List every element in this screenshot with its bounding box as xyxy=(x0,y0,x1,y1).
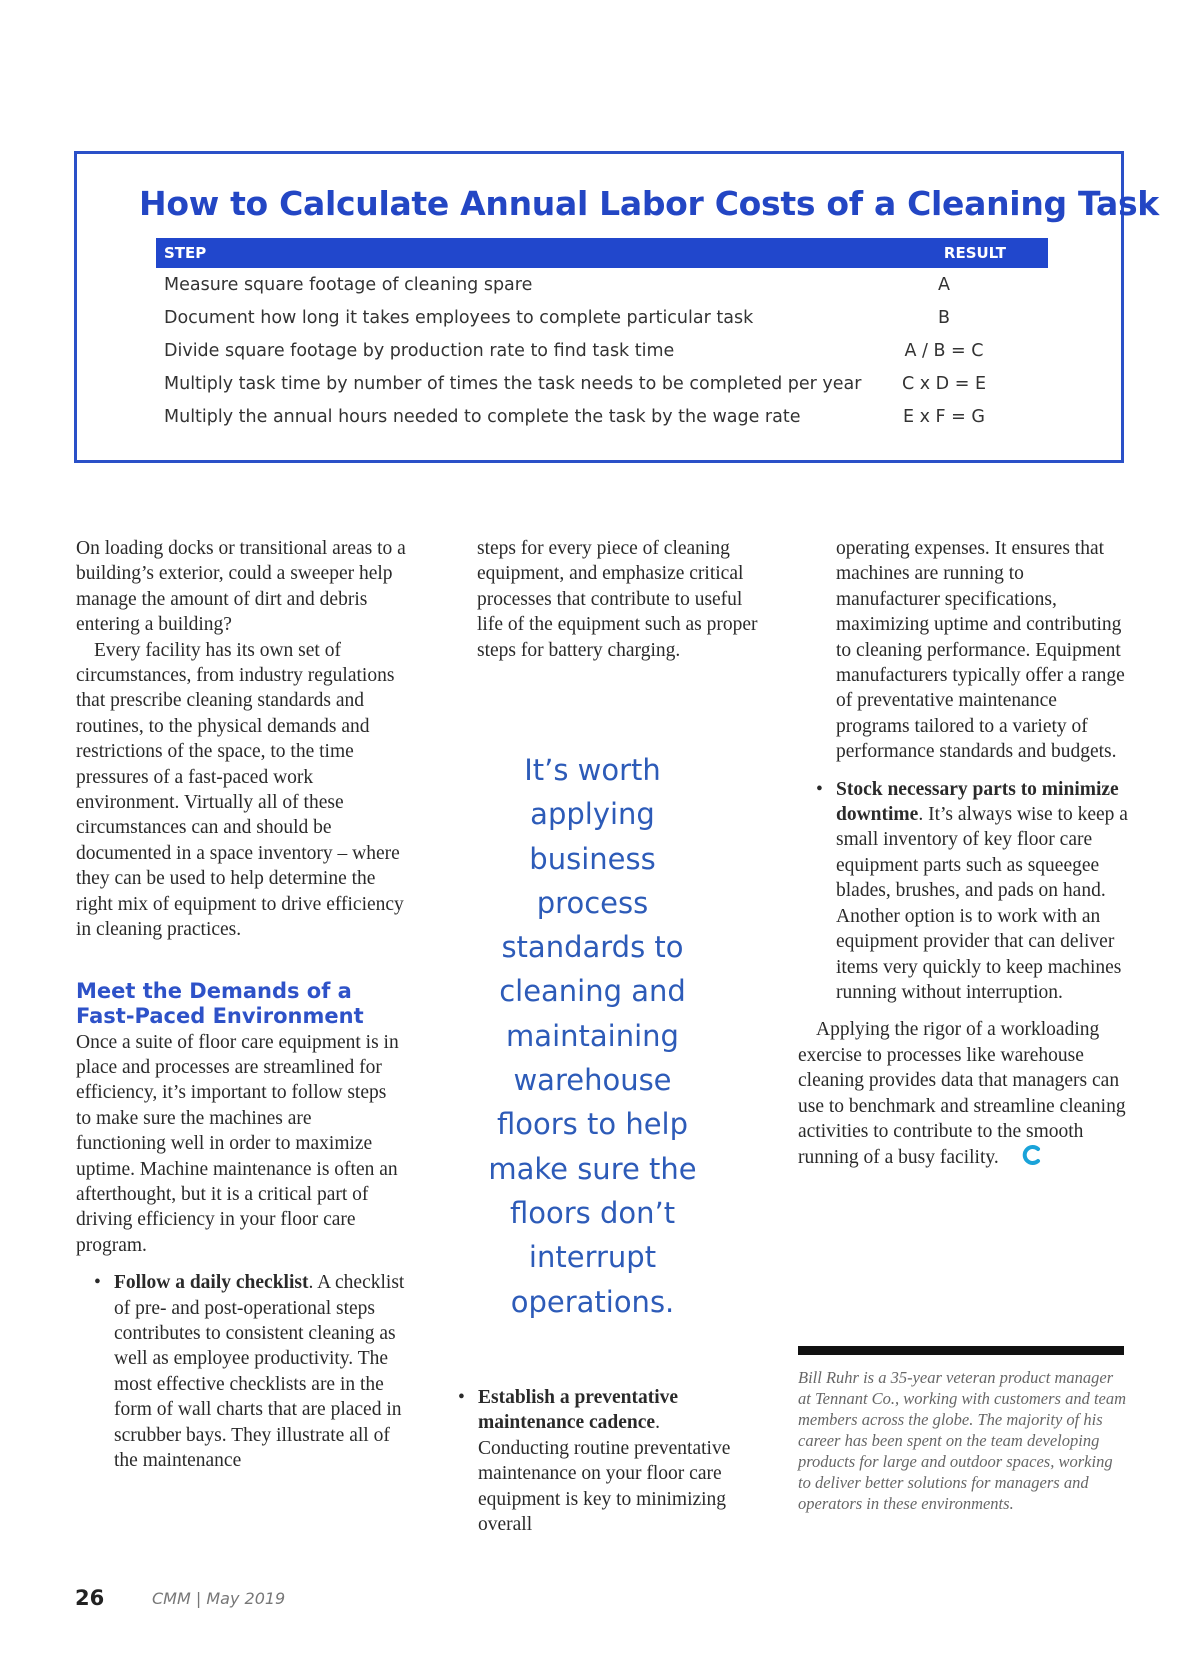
bullet-text: . Conducting routine preventative maintenance on your floor care equipment is key to minimizing overall xyxy=(478,1412,731,1536)
bullet-icon: • xyxy=(94,1272,101,1294)
pull-quote-line: business xyxy=(529,841,656,876)
bio-divider xyxy=(798,1346,1124,1355)
column-3 xyxy=(798,536,1128,1174)
col3-paragraph-2 xyxy=(798,1017,1128,1173)
pull-quote-line: floors to help xyxy=(496,1107,689,1142)
closing-text: Applying the rigor of a workloading exercise to processes like warehouse cleaning provides data that managers can use to benchmark and streamline cleaning activities to contribute to the smooth running of a busy facility. xyxy=(798,1019,1126,1169)
table-header xyxy=(156,238,1048,268)
steps-table xyxy=(156,238,1048,433)
section-heading xyxy=(76,979,406,1030)
sidebar-title: How to Calculate Annual Labor Costs of a Cleaning Task xyxy=(139,184,1159,223)
section-heading-line-1: Meet the Demands of a xyxy=(76,978,352,1003)
pull-quote-line: applying xyxy=(530,797,655,832)
bullet-icon: • xyxy=(458,1387,465,1408)
pull-quote xyxy=(460,748,725,1324)
column-2-bottom xyxy=(440,1385,750,1537)
pull-quote-line: standards to xyxy=(501,930,684,965)
bullet-daily-checklist xyxy=(76,1270,406,1473)
table-row xyxy=(156,268,1048,301)
end-mark-icon xyxy=(1003,1144,1041,1173)
pull-quote-line: interrupt xyxy=(528,1240,657,1275)
row-result: C x D = E xyxy=(901,374,987,394)
pull-quote-line: maintaining xyxy=(506,1018,679,1053)
column-1 xyxy=(76,536,406,1473)
row-result: E x F = G xyxy=(903,407,985,427)
bullet-icon: • xyxy=(816,778,823,800)
pull-quote-line: warehouse xyxy=(513,1063,672,1098)
row-result: B xyxy=(937,308,950,328)
row-result: A / B = C xyxy=(904,341,984,361)
header-result: RESULT xyxy=(943,244,1006,262)
header-step: STEP xyxy=(164,244,207,262)
col1-paragraph-3: Once a suite of floor care equipment is in place and processes are streamlined for efficiency, it’s important to follow steps to make sure the machines are functioning well in order to maximize uptime. Machine maintenance is often an afterthought, but it is a critical part of driving efficiency in your floor care program. xyxy=(76,1031,399,1256)
pull-quote-line: cleaning and xyxy=(499,974,686,1009)
table-row xyxy=(156,301,1048,334)
bullet-text: . It’s always wise to keep a small inventory of key floor care equipment parts such as squeegee blades, brushes, and pads on hand. Another option is to work with an equipment provider that can deliver items very quickly to keep machines running without interruption. xyxy=(836,804,1128,1003)
row-step: Measure square footage of cleaning spare xyxy=(164,275,533,295)
sidebar-box xyxy=(74,151,1159,463)
bullet-bold: Establish a preventative maintenance cadence xyxy=(478,1387,679,1434)
pull-quote-line: It’s worth xyxy=(524,753,661,787)
row-step: Multiply the annual hours needed to complete the task by the wage rate xyxy=(164,407,801,427)
col1-paragraph-2: Every facility has its own set of circumstances, from industry regulations that prescribe cleaning standards and routines, to the physical demands and restrictions of the space, to the time pressures of a fast-paced work environment. Virtually all of these circumstances can and should be documented in a space inventory – where they can be used to help determine the right mix of equipment to drive efficiency in cleaning practices. xyxy=(76,639,404,941)
page-number: 26 xyxy=(75,1586,105,1610)
row-step: Divide square footage by production rate to find task time xyxy=(164,341,675,361)
row-step: Document how long it takes employees to complete particular task xyxy=(164,308,754,328)
pull-quote-line: floors don’t xyxy=(509,1195,676,1230)
row-result: A xyxy=(938,275,950,295)
bullet-preventative-maintenance xyxy=(440,1385,750,1537)
col2-paragraph-1: steps for every piece of cleaning equipment, and emphasize critical processes that contribute to useful life of the equipment such as proper steps for battery charging. xyxy=(477,538,758,661)
publication-info: CMM | May 2019 xyxy=(152,1589,286,1608)
bullet-stock-parts xyxy=(798,777,1128,1006)
row-step: Multiply task time by number of times the task needs to be completed per year xyxy=(164,374,862,394)
section-heading-line-2: Fast-Paced Environment xyxy=(76,1004,364,1028)
col3-paragraph-1: operating expenses. It ensures that machines are running to manufacturer specifications, maximizing uptime and contributing to cleaning performance. Equipment manufacturers typically offer a range of preventative maintenance programs tailored to a variety of performance standards and budgets. xyxy=(836,538,1125,763)
pull-quote-line: operations. xyxy=(510,1284,675,1319)
author-bio: Bill Ruhr is a 35-year veteran product manager at Tennant Co., working with customers and team members across the globe. The majority of his career has been spent on the team developing products for large and outdoor spaces, working to deliver better solutions for managers and operators in these environments. xyxy=(798,1368,1127,1513)
bullet-text: . A checklist of pre- and post-operational steps contributes to consistent cleaning as well as employee productivity. The most effective checklists are in the form of wall charts that are placed in scrubber bays. They illustrate all of the maintenance xyxy=(114,1272,405,1471)
table-row xyxy=(156,367,1048,400)
pull-quote-line: make sure the xyxy=(488,1151,697,1186)
column-2 xyxy=(477,536,767,663)
table-row xyxy=(156,400,1048,433)
table-row xyxy=(156,334,1048,367)
bullet-bold: Follow a daily checklist xyxy=(114,1272,309,1294)
col1-paragraph-1: On loading docks or transitional areas to a building’s exterior, could a sweeper help manage the amount of dirt and debris entering a building? xyxy=(76,538,406,636)
pull-quote-line: process xyxy=(536,885,649,920)
bullet-bold: Stock necessary parts to minimize downtime xyxy=(836,778,1119,826)
